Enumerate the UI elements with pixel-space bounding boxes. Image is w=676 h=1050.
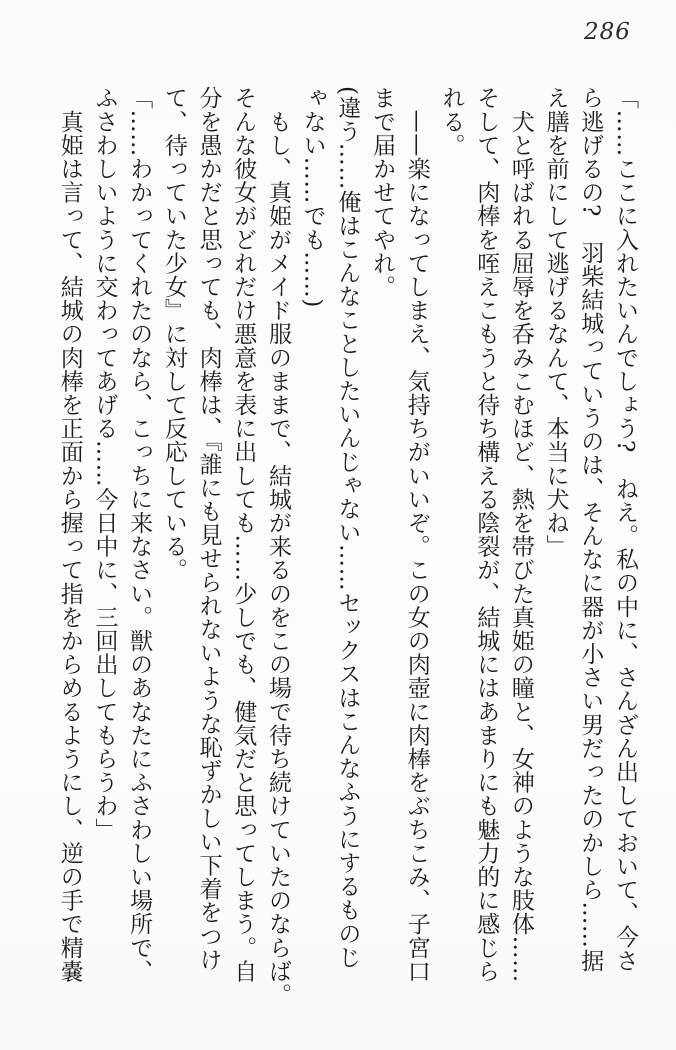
- text-column: ら逃げるの? 羽柴結城っていうのは、そんなに器が小さい男だったのかしら……据: [577, 86, 604, 973]
- text-column: え膳を前にして逃げるなんて、本当に犬ね」: [542, 86, 569, 558]
- text-column: そんな彼女がどれだけ悪意を表に出しても……少しでも、健気だと思ってしまう。自: [230, 86, 257, 983]
- text-column: 真姫は言って、結城の肉棒を正面から握って指をからめるようにし、逆の手で精嚢: [56, 86, 83, 983]
- text-column: て、待っていた少女』に対して反応している。: [160, 86, 187, 582]
- text-column: そして、肉棒を咥えこもうと待ち構える陰裂が、結城にはあまりにも魅力的に感じら: [473, 86, 500, 983]
- text-column: 犬と呼ばれる屈辱を呑みこむほど、熱を帯びた真姫の瞳と、女神のような肢体……: [507, 86, 534, 983]
- text-column: (違う……俺はこんなことしたいんじゃない……セックスはこんなふうにするものじ: [334, 86, 361, 969]
- text-column: ——楽になってしまえ、気持ちがいいぞ。この女の肉壺に肉棒をぶちこみ、子宮口: [403, 86, 430, 983]
- text-column: ふさわしいように交わってあげる……今日中に、三回出してもらうわ」: [91, 86, 118, 842]
- text-column: まで届かせてやれ。: [369, 86, 396, 299]
- text-column: 分を愚かだと思っても、肉棒は、『誰にも見せられないような恥ずかしい下着をつけ: [195, 86, 222, 972]
- page-number: 286: [584, 19, 631, 45]
- text-block: [52, 86, 642, 1007]
- text-column: 「……ここに入れたいんでしょう? ねえ。私の中に、さんざん出しておいて、今さ: [612, 86, 638, 973]
- text-column: もし、真姫がメイド服のままで、結城が来るのをこの場で待ち続けていたのならば。: [264, 86, 291, 1007]
- text-column: 「……わかってくれたのなら、こっちに来なさい。獣のあなたにふさわしい場所で、: [126, 86, 153, 983]
- text-column: ゃない……でも……): [299, 86, 326, 308]
- text-column: れる。: [438, 86, 465, 157]
